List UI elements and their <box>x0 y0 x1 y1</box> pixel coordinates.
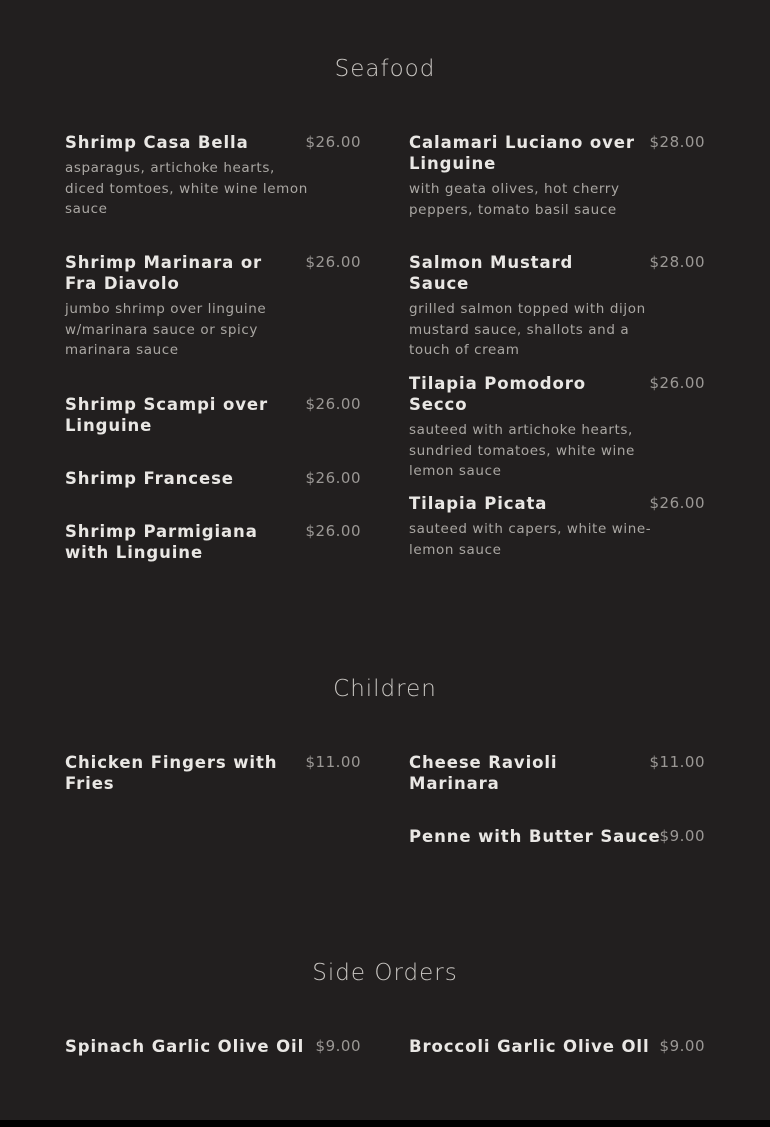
bottom-bar <box>0 1120 770 1127</box>
menu-item <box>409 1036 705 1057</box>
item-price: $11.00 <box>305 753 361 771</box>
menu-item <box>65 252 361 361</box>
item-description: with geata olives, hot cherry peppers, tomato basil sauce <box>409 181 620 218</box>
item-price: $26.00 <box>649 494 705 512</box>
item-name: Shrimp Casa Bella <box>65 133 249 152</box>
item-name: Tilapia Pomodoro Secco <box>409 374 587 414</box>
item-name: Tilapia Picata <box>409 494 548 513</box>
menu-item <box>65 521 361 563</box>
menu-item <box>409 252 705 361</box>
item-name: Cheese Ravioli Marinara <box>409 753 558 793</box>
menu-item <box>65 468 361 489</box>
item-price: $9.00 <box>659 1037 705 1055</box>
menu-item <box>409 493 705 560</box>
item-description: asparagus, artichoke hearts, diced tomtoes, white wine lemon sauce <box>65 160 308 217</box>
item-name: Spinach Garlic Olive Oil <box>65 1037 305 1056</box>
item-price: $28.00 <box>649 253 705 271</box>
menu-item <box>409 826 705 847</box>
item-description: jumbo shrimp over linguine w/marinara sauce or spicy marinara sauce <box>65 301 267 358</box>
item-price: $28.00 <box>649 133 705 151</box>
item-description: grilled salmon topped with dijon mustard sauce, shallots and a touch of cream <box>409 301 646 358</box>
item-price: $9.00 <box>315 1037 361 1055</box>
item-price: $26.00 <box>305 133 361 151</box>
item-description: sauteed with capers, white wine-lemon sauce <box>409 521 652 558</box>
menu-item <box>65 132 361 220</box>
item-description: sauteed with artichoke hearts, sundried tomatoes, white wine lemon sauce <box>409 422 635 479</box>
item-name: Shrimp Parmigiana with Linguine <box>65 522 258 562</box>
section-title-children: Children <box>333 676 437 702</box>
item-price: $11.00 <box>649 753 705 771</box>
menu-item <box>65 394 361 436</box>
item-name: Chicken Fingers with Fries <box>65 753 278 793</box>
item-price: $9.00 <box>659 827 705 845</box>
item-price: $26.00 <box>305 522 361 540</box>
menu-item <box>409 132 705 220</box>
section-title-seafood: Seafood <box>334 56 436 82</box>
item-price: $26.00 <box>305 395 361 413</box>
menu-item <box>65 752 361 794</box>
item-price: $26.00 <box>305 469 361 487</box>
item-name: Penne with Butter Sauce <box>409 827 661 846</box>
item-name: Salmon Mustard Sauce <box>409 253 574 293</box>
item-name: Shrimp Scampi over Linguine <box>65 395 268 435</box>
item-name: Broccoli Garlic Olive Oll <box>409 1037 650 1056</box>
menu-item <box>409 752 705 794</box>
item-price: $26.00 <box>305 253 361 271</box>
item-name: Calamari Luciano over Linguine <box>409 133 635 173</box>
menu-item <box>65 1036 361 1057</box>
item-price: $26.00 <box>649 374 705 392</box>
item-name: Shrimp Francese <box>65 469 234 488</box>
menu-item <box>409 373 705 482</box>
item-name: Shrimp Marinara or Fra Diavolo <box>65 253 263 293</box>
section-title-side-orders: Side Orders <box>312 960 458 986</box>
